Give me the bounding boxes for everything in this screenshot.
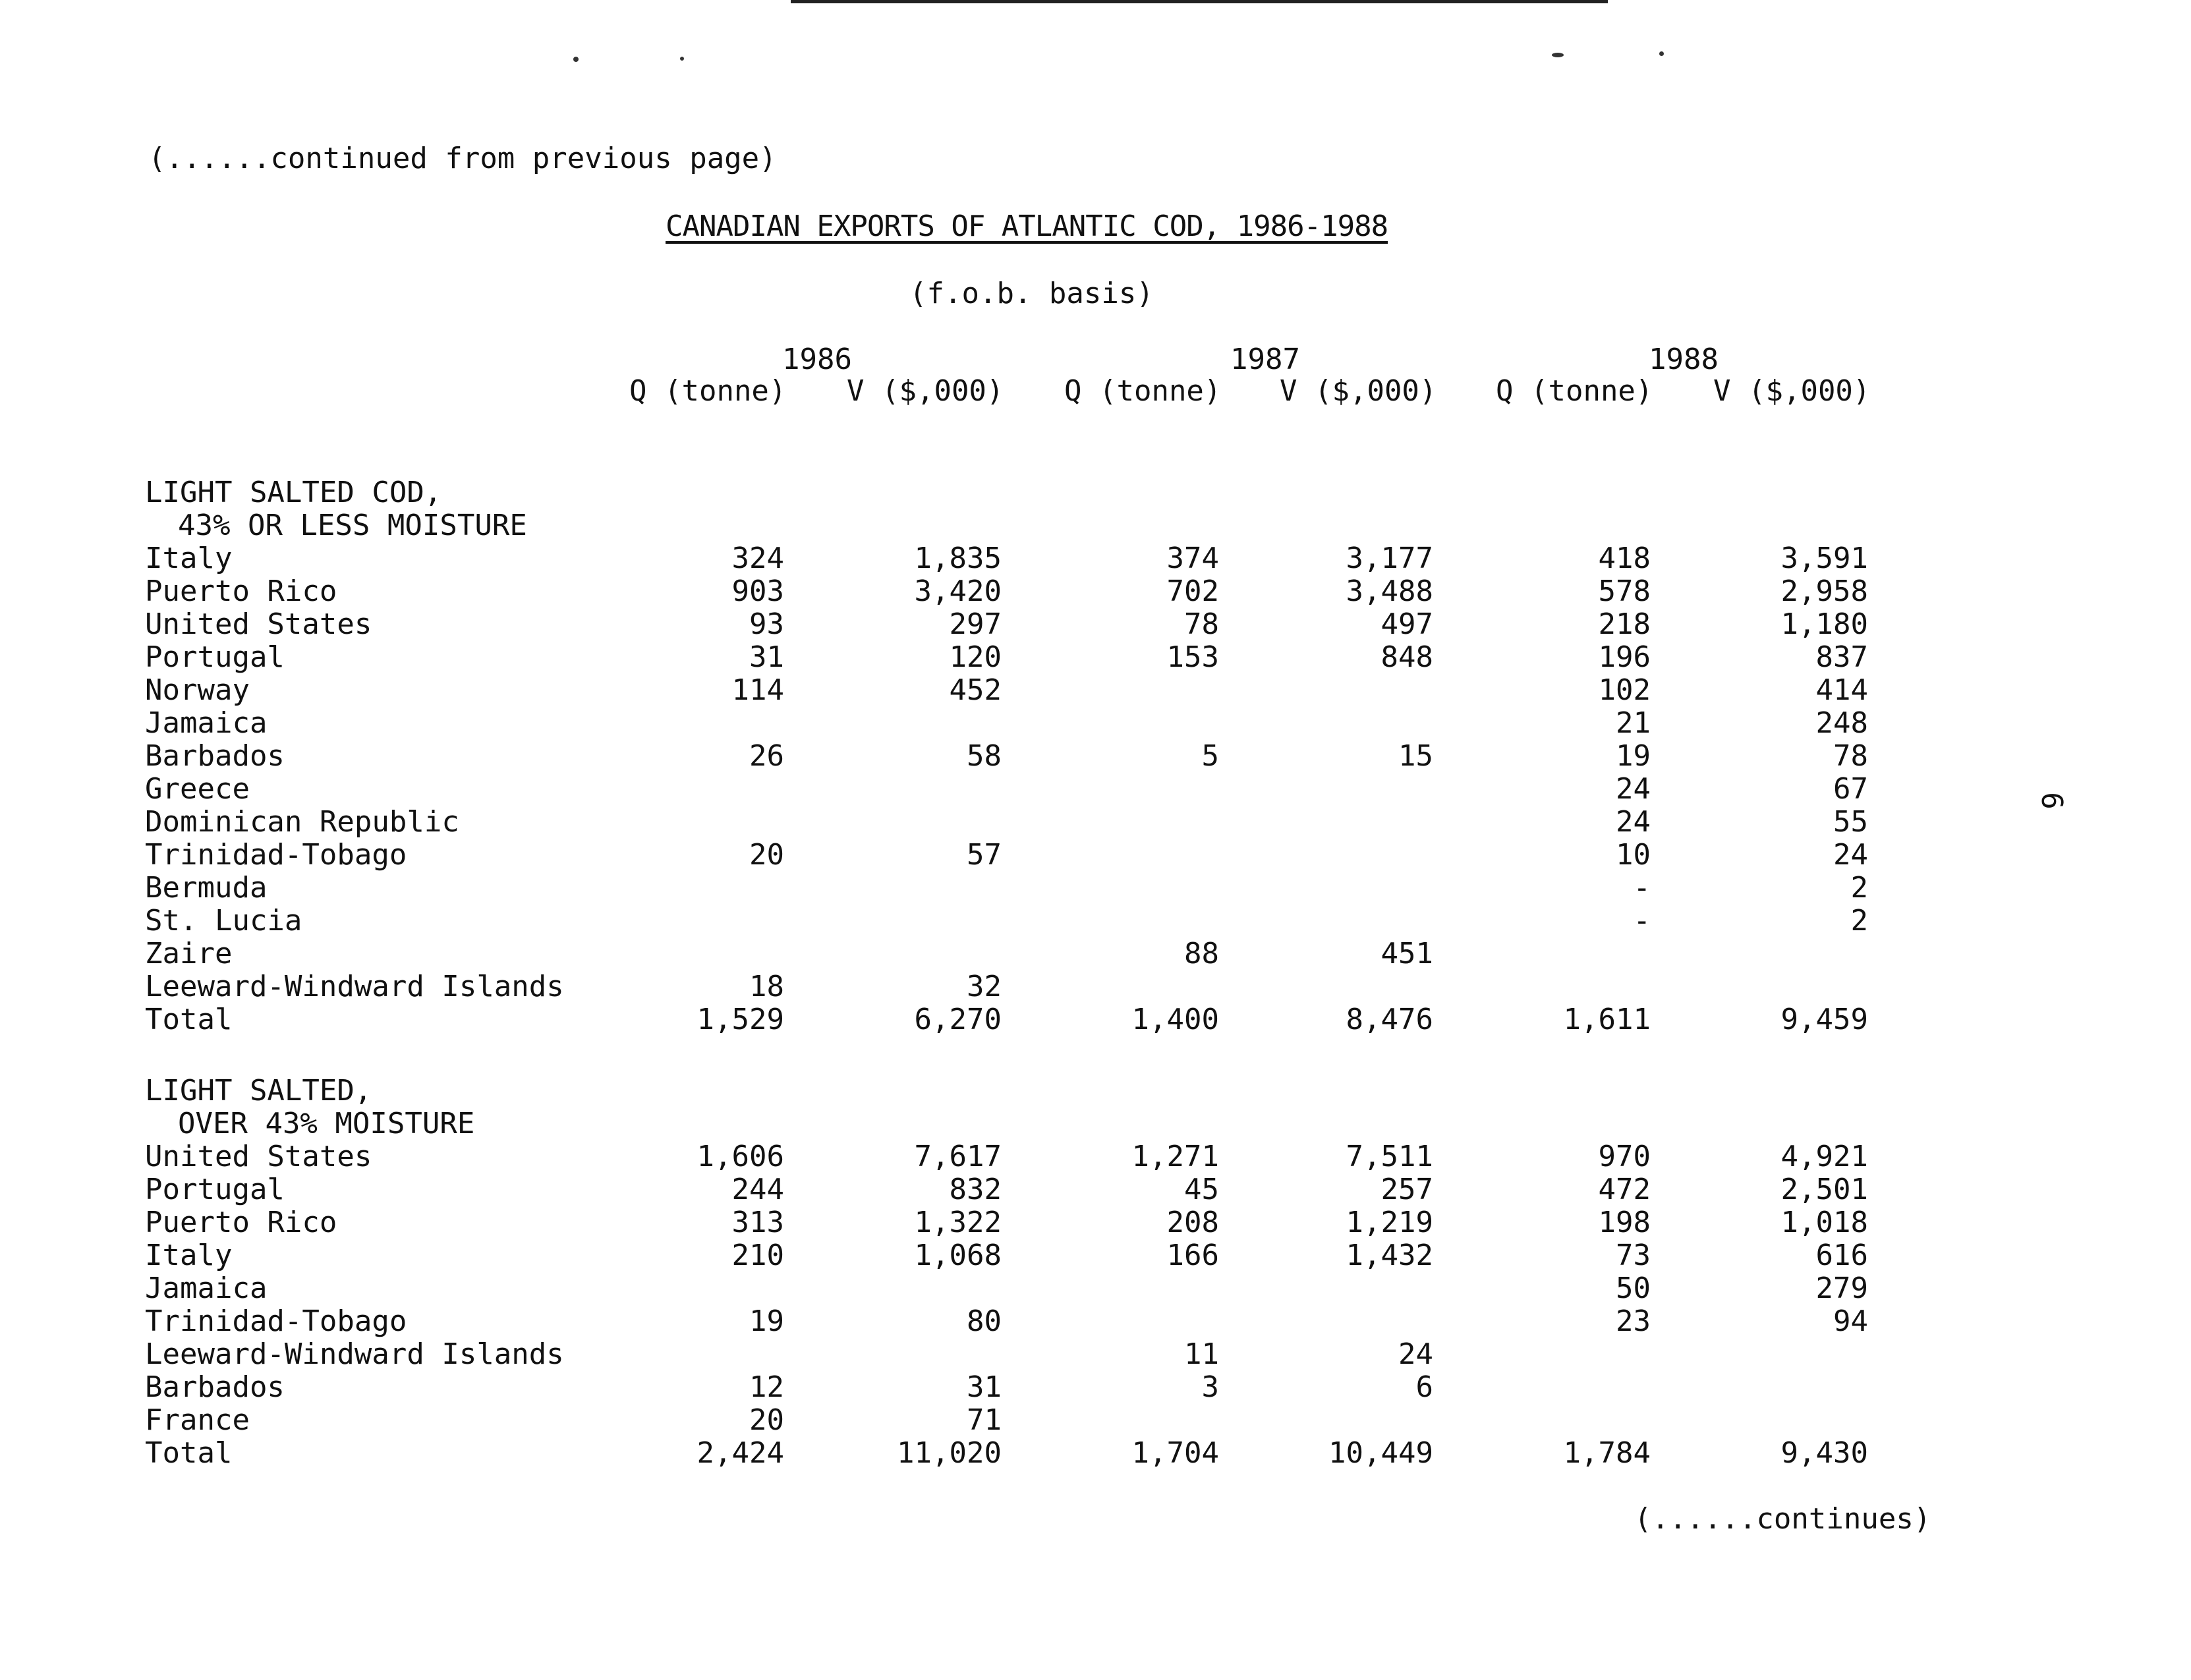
- cell: 2,501: [1780, 1173, 1868, 1206]
- row-label: Italy: [145, 1239, 233, 1272]
- cell: 93: [749, 607, 784, 641]
- cell: 313: [731, 1206, 784, 1239]
- row-label: Leeward-Windward Islands: [145, 1337, 564, 1371]
- row-label: Zaire: [145, 937, 233, 970]
- table-row: [0, 739, 2191, 772]
- col-header-1986-q: Q (tonne): [629, 374, 787, 408]
- table-row: [0, 1239, 2191, 1272]
- cell: 1,835: [914, 542, 1002, 575]
- cell: 19: [749, 1304, 784, 1338]
- table-row: [0, 542, 2191, 574]
- cell: 970: [1598, 1140, 1651, 1173]
- table-row: [0, 1206, 2191, 1239]
- col-header-1988-q: Q (tonne): [1496, 374, 1653, 408]
- table-row: [0, 937, 2191, 970]
- cell: 11: [1184, 1337, 1219, 1371]
- row-label: Greece: [145, 772, 250, 806]
- cell: 71: [967, 1403, 1002, 1437]
- table-row: [0, 1140, 2191, 1173]
- cell: 9,459: [1780, 1003, 1868, 1036]
- top-rule: [791, 0, 1608, 3]
- table-row: [0, 1370, 2191, 1403]
- cell: 78: [1833, 739, 1868, 773]
- cell: 848: [1380, 640, 1433, 674]
- cell: 1,432: [1346, 1239, 1433, 1272]
- table-row: [0, 871, 2191, 904]
- cell: 24: [1616, 805, 1651, 839]
- row-label: Leeward-Windward Islands: [145, 970, 564, 1003]
- cell: 4,921: [1780, 1140, 1868, 1173]
- cell: 24: [1398, 1337, 1433, 1371]
- row-label: United States: [145, 607, 372, 641]
- cell: 114: [731, 673, 784, 707]
- section-2-heading: LIGHT SALTED,: [145, 1074, 372, 1107]
- cell: 324: [731, 542, 784, 575]
- row-label: Bermuda: [145, 871, 268, 905]
- cell: 257: [1380, 1173, 1433, 1206]
- cell: 196: [1598, 640, 1651, 674]
- table-row: [0, 706, 2191, 739]
- row-label: United States: [145, 1140, 372, 1173]
- table-row: [0, 838, 2191, 871]
- cell: 616: [1815, 1239, 1868, 1272]
- page-number: 6: [2034, 792, 2068, 810]
- cell: 1,529: [697, 1003, 784, 1036]
- year-1987: 1987: [1230, 343, 1300, 376]
- cell: 31: [967, 1370, 1002, 1404]
- row-label: Portugal: [145, 640, 285, 674]
- cell: 452: [949, 673, 1002, 707]
- cell: 1,784: [1563, 1436, 1651, 1470]
- row-label: Jamaica: [145, 1272, 268, 1305]
- row-label: Trinidad-Tobago: [145, 1304, 407, 1338]
- row-label: Portugal: [145, 1173, 285, 1206]
- cell: 248: [1815, 706, 1868, 740]
- table-row: [0, 640, 2191, 673]
- cell: 10: [1616, 838, 1651, 872]
- page-title: CANADIAN EXPORTS OF ATLANTIC COD, 1986-1988: [666, 210, 1388, 243]
- cell: 12: [749, 1370, 784, 1404]
- cell: 297: [949, 607, 1002, 641]
- cell: 374: [1166, 542, 1219, 575]
- row-label: St. Lucia: [145, 904, 302, 938]
- cell: 80: [967, 1304, 1002, 1338]
- row-label: Norway: [145, 673, 250, 707]
- cell: 418: [1598, 542, 1651, 575]
- cell: 903: [731, 574, 784, 608]
- cell: 210: [731, 1239, 784, 1272]
- cell: 414: [1815, 673, 1868, 707]
- section-1-subheading: 43% OR LESS MOISTURE: [178, 509, 527, 542]
- table-row: [0, 574, 2191, 607]
- cell: 24: [1833, 838, 1868, 872]
- col-header-1987-q: Q (tonne): [1064, 374, 1222, 408]
- cell: 244: [731, 1173, 784, 1206]
- row-label: Total: [145, 1003, 233, 1036]
- cell: 218: [1598, 607, 1651, 641]
- cell: 6: [1415, 1370, 1433, 1404]
- year-1986: 1986: [782, 343, 852, 376]
- cell: 1,271: [1131, 1140, 1219, 1173]
- cell: 153: [1166, 640, 1219, 674]
- table-row: [0, 1403, 2191, 1436]
- table-row: [0, 673, 2191, 706]
- cell: 120: [949, 640, 1002, 674]
- section-1-heading: LIGHT SALTED COD,: [145, 476, 442, 509]
- cell: 88: [1184, 937, 1219, 970]
- row-label: Total: [145, 1436, 233, 1470]
- cell: 3,420: [914, 574, 1002, 608]
- cell: 32: [967, 970, 1002, 1003]
- cell: 1,219: [1346, 1206, 1433, 1239]
- col-header-1986-v: V ($,000): [847, 374, 1004, 408]
- cell: 497: [1380, 607, 1433, 641]
- year-1988: 1988: [1649, 343, 1719, 376]
- cell: 1,018: [1780, 1206, 1868, 1239]
- cell: 451: [1380, 937, 1433, 970]
- cell: -: [1633, 904, 1651, 938]
- table-row: [0, 904, 2191, 937]
- cell: 94: [1833, 1304, 1868, 1338]
- page-subtitle: (f.o.b. basis): [909, 277, 1154, 310]
- row-label: Puerto Rico: [145, 1206, 337, 1239]
- cell: 2: [1850, 904, 1868, 938]
- total-row: [0, 1003, 2191, 1036]
- table-row: [0, 1173, 2191, 1206]
- cell: 55: [1833, 805, 1868, 839]
- row-label: Trinidad-Tobago: [145, 838, 407, 872]
- cell: 45: [1184, 1173, 1219, 1206]
- total-row: [0, 1436, 2191, 1469]
- cell: -: [1633, 871, 1651, 905]
- cell: 26: [749, 739, 784, 773]
- table-row: [0, 1304, 2191, 1337]
- cell: 3,488: [1346, 574, 1433, 608]
- cell: 15: [1398, 739, 1433, 773]
- table-row: [0, 1337, 2191, 1370]
- cell: 578: [1598, 574, 1651, 608]
- table-row: [0, 1272, 2191, 1304]
- cell: 67: [1833, 772, 1868, 806]
- col-header-1987-v: V ($,000): [1280, 374, 1437, 408]
- scan-speck: [1552, 53, 1564, 57]
- cell: 208: [1166, 1206, 1219, 1239]
- continues-note: (......continues): [1634, 1502, 1931, 1536]
- cell: 10,449: [1328, 1436, 1433, 1470]
- cell: 6,270: [914, 1003, 1002, 1036]
- cell: 31: [749, 640, 784, 674]
- cell: 78: [1184, 607, 1219, 641]
- table-row: [0, 772, 2191, 805]
- cell: 3,177: [1346, 542, 1433, 575]
- cell: 1,704: [1131, 1436, 1219, 1470]
- scan-speck: [1659, 51, 1664, 56]
- table-row: [0, 607, 2191, 640]
- cell: 837: [1815, 640, 1868, 674]
- cell: 18: [749, 970, 784, 1003]
- cell: 5: [1201, 739, 1219, 773]
- cell: 9,430: [1780, 1436, 1868, 1470]
- cell: 702: [1166, 574, 1219, 608]
- cell: 1,068: [914, 1239, 1002, 1272]
- cell: 102: [1598, 673, 1651, 707]
- cell: 19: [1616, 739, 1651, 773]
- scan-speck: [680, 57, 684, 61]
- row-label: Barbados: [145, 739, 285, 773]
- cell: 1,611: [1563, 1003, 1651, 1036]
- row-label: Barbados: [145, 1370, 285, 1404]
- row-label: France: [145, 1403, 250, 1437]
- cell: 8,476: [1346, 1003, 1433, 1036]
- cell: 50: [1616, 1272, 1651, 1305]
- cell: 832: [949, 1173, 1002, 1206]
- section-2-subheading: OVER 43% MOISTURE: [178, 1107, 475, 1140]
- row-label: Dominican Republic: [145, 805, 459, 839]
- cell: 58: [967, 739, 1002, 773]
- cell: 279: [1815, 1272, 1868, 1305]
- cell: 2: [1850, 871, 1868, 905]
- cell: 3,591: [1780, 542, 1868, 575]
- cell: 24: [1616, 772, 1651, 806]
- row-label: Jamaica: [145, 706, 268, 740]
- cell: 166: [1166, 1239, 1219, 1272]
- cell: 3: [1201, 1370, 1219, 1404]
- row-label: Italy: [145, 542, 233, 575]
- cell: 7,511: [1346, 1140, 1433, 1173]
- scan-speck: [573, 57, 579, 62]
- cell: 57: [967, 838, 1002, 872]
- cell: 1,322: [914, 1206, 1002, 1239]
- cell: 20: [749, 838, 784, 872]
- cell: 73: [1616, 1239, 1651, 1272]
- cell: 2,424: [697, 1436, 784, 1470]
- cell: 7,617: [914, 1140, 1002, 1173]
- cell: 1,400: [1131, 1003, 1219, 1036]
- cell: 23: [1616, 1304, 1651, 1338]
- cell: 1,180: [1780, 607, 1868, 641]
- table-row: [0, 805, 2191, 838]
- table-row: [0, 970, 2191, 1003]
- row-label: Puerto Rico: [145, 574, 337, 608]
- col-header-1988-v: V ($,000): [1713, 374, 1871, 408]
- cell: 20: [749, 1403, 784, 1437]
- continued-note: (......continued from previous page): [148, 142, 777, 175]
- cell: 198: [1598, 1206, 1651, 1239]
- cell: 21: [1616, 706, 1651, 740]
- cell: 1,606: [697, 1140, 784, 1173]
- cell: 2,958: [1780, 574, 1868, 608]
- cell: 472: [1598, 1173, 1651, 1206]
- cell: 11,020: [897, 1436, 1002, 1470]
